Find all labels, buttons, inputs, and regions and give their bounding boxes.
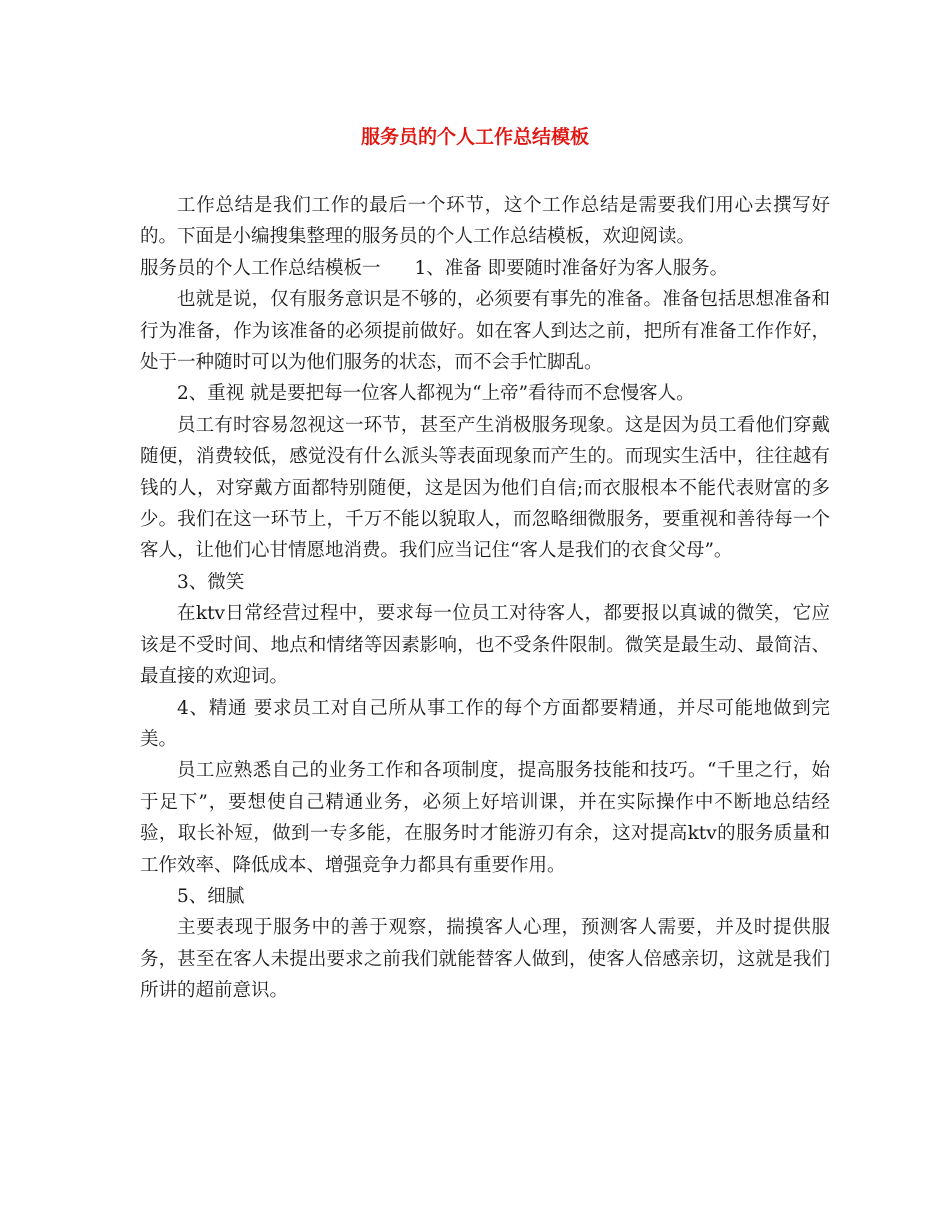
item2-heading: 2、重视 就是要把每一位客人都视为“上帝”看待而不怠慢客人。 [177, 383, 695, 405]
template-heading: 服务员的个人工作总结模板一 [140, 257, 381, 279]
item2-paragraph: 员工有时容易忽视这一环节，甚至产生消极服务现象。这是因为员工看他们穿戴随便，消费较低，感觉没有什么派头等表面现象而产生的。而现实生活中，往往越有钱的人，对穿戴方面都特别随便，这是因为他们自信;而衣服根本不能代表财富的多少。我们在这一环节上，千万不能以貌取人，而忽略细微服务，要重视和善待每一个客人，让他们心甘情愿地消费。我们应当记住“客人是我们的衣食父母”。 [140, 414, 830, 562]
item1-heading: 1、准备 即要随时准备好为客人服务。 [414, 257, 729, 279]
document-body [140, 190, 830, 1007]
item1-paragraph: 也就是说，仅有服务意识是不够的，必须要有事先的准备。准备包括思想准备和行为准备，作为该准备的必须提前做好。如在客人到达之前，把所有准备工作作好，处于一种随时可以为他们服务的状态，而不会手忙脚乱。 [140, 289, 830, 374]
intro-paragraph: 工作总结是我们工作的最后一个环节，这个工作总结是需要我们用心去撰写好的。下面是小编搜集整理的服务员的个人工作总结模板，欢迎阅读。 [140, 195, 830, 248]
page-title: 服务员的个人工作总结模板 [360, 126, 589, 148]
item4-heading: 4、精通 要求员工对自己所从事工作的每个方面都要精通，并尽可能地做到完美。 [140, 697, 830, 750]
item4-paragraph: 员工应熟悉自己的业务工作和各项制度，提高服务技能和技巧。“千里之行，始于足下”，要想使自己精通业务，必须上好培训课，并在实际操作中不断地总结经验，取长补短，做到一专多能，在服务时才能游刃有余，这对提高ktv的服务质量和工作效率、降低成本、增强竞争力都具有重要作用。 [140, 760, 830, 876]
item5-paragraph: 主要表现于服务中的善于观察，揣摸客人心理，预测客人需要，并及时提供服务，甚至在客人未提出要求之前我们就能替客人做到，使客人倍感亲切，这就是我们所讲的超前意识。 [140, 917, 830, 1002]
item5-heading: 5、细腻 [177, 885, 245, 907]
item3-heading: 3、微笑 [177, 571, 245, 593]
item3-paragraph: 在ktv日常经营过程中，要求每一位员工对待客人，都要报以真诚的微笑，它应该是不受时间、地点和情绪等因素影响，也不受条件限制。微笑是最生动、最简洁、最直接的欢迎词。 [140, 603, 830, 688]
template-heading-line [140, 253, 830, 284]
